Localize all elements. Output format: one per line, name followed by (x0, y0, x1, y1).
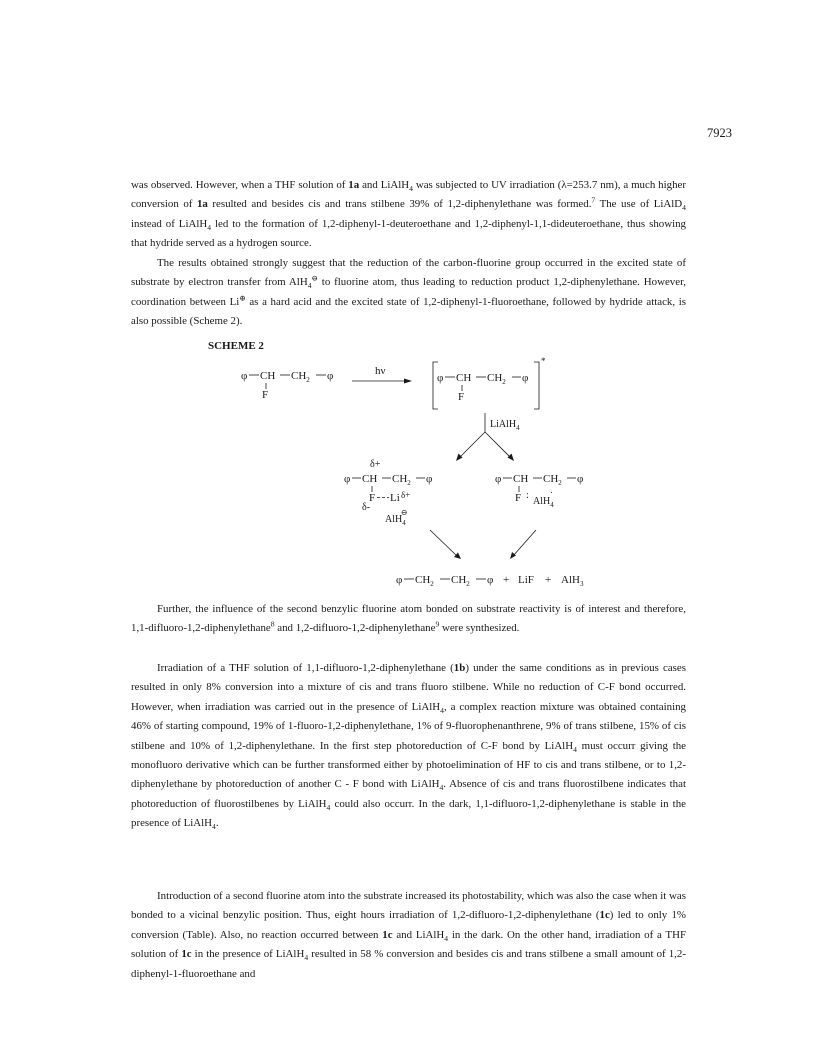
phenyl-label: φ (437, 372, 444, 384)
delta-plus-label: δ+ (370, 459, 381, 470)
fluorine-label: F (262, 389, 269, 401)
colon-label: : (526, 490, 529, 501)
lithium-label: Li (390, 492, 400, 504)
page-number: 7923 (707, 126, 732, 140)
plus-label: + (503, 574, 510, 586)
arrow-head-icon (508, 454, 515, 462)
ch-label: CH (456, 372, 472, 384)
delta-minus-label: δ- (362, 502, 371, 513)
alh3-label: AlH$_3$ (561, 574, 584, 588)
alh4-radical-label: AlH$_4$˙ (533, 491, 554, 509)
plus-label: + (545, 574, 552, 586)
phenyl-label: φ (577, 473, 584, 485)
paragraph-1: was observed. However, when a THF solution of 1a and LiAlH$_4$ was subjected to UV irradiation (λ=253.7 nm), a much higher conversion of 1a resulted and besides cis and trans stilbene 39% of 1,2-diphenylethane was formed.$^7$ The use of LiAlD$_4$ instead of LiAlH$_4$ led to the formation of 1,2-diphenyl-1-deuteroethane and 1,2-diphenyl-1,1-dideuteroethane, thus showing that hydride served as a hydrogen source. (131, 179, 686, 250)
phenyl-label: φ (344, 473, 351, 485)
phenyl-label: φ (487, 574, 494, 586)
ch-label: CH (362, 473, 378, 485)
products-structure (396, 574, 584, 588)
ch-label: CH (260, 370, 276, 382)
phenyl-label: φ (396, 574, 403, 586)
reaction-scheme (0, 350, 816, 590)
phenyl-label: φ (495, 473, 502, 485)
paragraph-5: Introduction of a second fluorine atom into the substrate increased its photostability, which was also the case when it was bonded to a vicinal benzylic position. Thus, eight hours irradiation of 1,2-difluoro-1,2-diphenylethane (1c) led to only 1% conversion (Table). Also, no reaction occurred between 1c and LiAlH$_4$ in the dark. On the other hand, irradiation of a THF solution of 1c in the presence of LiAlH$_4$ resulted in 58 % conversion and besides cis and trans stilbene a small amount of 1,2-diphenyl-1-fluoroethane and (131, 890, 686, 980)
arrow-head-icon (456, 454, 463, 462)
paragraph-3: Further, the influence of the second benzylic fluorine atom bonded on substrate reactivity is of interest and therefore, 1,1-difluoro-1,2-diphenylethane$^8$ and 1,2-difluoro-1,2-diphenylethane$^9$ were synthesized. (131, 603, 686, 635)
paragraph-4: Irradiation of a THF solution of 1,1-difluoro-1,2-diphenylethane (1b) under the same conditions as in previous cases resulted in only 8% conversion into a mixture of cis and trans fluoro stilbene. While no reduction of C-F bond occurred. However, when irradiation was carried out in the presence of LiAlH$_4$, a complex reaction mixture was obtained containing 46% of starting compound, 19% of 1-fluoro-1,2-diphenylethane, 1% of 9-fluorophenanthrene, 9% of trans stilbene, 15% of cis stilbene and 10% of 1,2-diphenylethane. In the first step photoreduction of C-F bond by LiAlH$_4$ must occurr giving the monofluoro derivative which can be further transformed either by photoelimination of HF to cis and trans stilbene, or to 1,2-diphenylethane by photoreduction of another C - F bond with LiAlH$_4$. Absence of cis and trans fluorostilbene indicates that photoreduction of fluorostilbenes by LiAlH$_4$ could also occurr. In the dark, 1,1-difluoro-1,2-diphenylethane is stable in the presence of LiAlH$_4$. (131, 662, 687, 832)
ch2-label: $CH_2$ (487, 372, 506, 386)
reactant-structure (241, 370, 333, 401)
excited-star-label: * (541, 356, 546, 366)
lif-label: LiF (518, 574, 534, 586)
ch2-label: $CH_2$ (451, 574, 470, 588)
hv-label: hν (375, 365, 386, 377)
ch2-label: $CH_2$ (415, 574, 434, 588)
ch2-label: $CH_2$ (392, 473, 411, 487)
paragraph-2: The results obtained strongly suggest that the reduction of the carbon-fluorine group occurred in the excited state of substrate by electron transfer from AlH$_4$⊖ to fluorine atom, thus leading to reduction product 1,2-diphenylethane. However, coordination between Li⊕ as a hard acid and the excited state of 1,2-diphenyl-1-fluoroethane, followed by hydride attack, is also possible (Scheme 2). (131, 257, 686, 328)
delta-plus-label: δ+ (401, 490, 411, 500)
intermediate-right-structure (495, 473, 583, 509)
arrow-head-icon (404, 379, 412, 384)
excited-state-structure (433, 356, 546, 409)
ch2-label: $CH_2$ (543, 473, 562, 487)
phenyl-label: φ (241, 370, 248, 382)
scheme-label: SCHEME 2 (208, 340, 264, 352)
arrow-head-icon (454, 553, 461, 560)
phenyl-label: φ (426, 473, 433, 485)
reagent-label: LiAlH$_4$ (490, 419, 520, 432)
phenyl-label: φ (522, 372, 529, 384)
fluorine-label: F (515, 492, 522, 504)
ch2-label: $CH_2$ (291, 370, 310, 384)
fluorine-label: F (369, 492, 376, 504)
intermediate-left-structure (344, 459, 432, 527)
fluorine-label: F (458, 391, 465, 403)
alh4-anion-label: AlH$_4$⊖ (385, 508, 408, 527)
phenyl-label: φ (327, 370, 334, 382)
ch-label: CH (513, 473, 529, 485)
